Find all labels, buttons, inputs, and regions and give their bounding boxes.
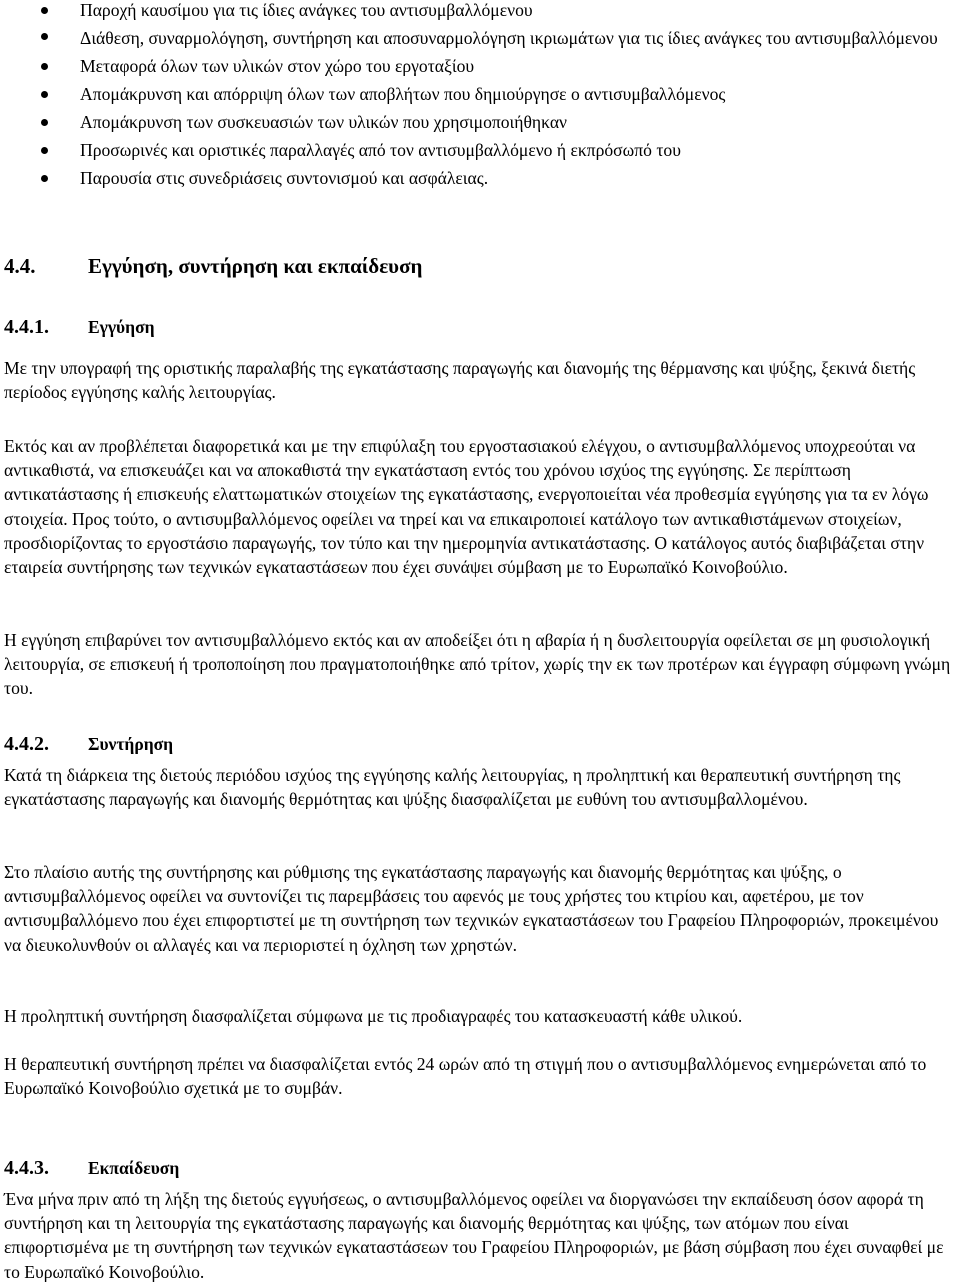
subsection-heading-training: [4, 1156, 179, 1180]
subsection-number: 4.4.1.: [4, 316, 49, 338]
paragraph: Κατά τη διάρκεια της διετούς περιόδου ισχύος της εγγύησης καλής λειτουργίας, η προληπτική και θεραπευτική συντήρηση της εγκατάστασης παραγωγής και διανομής θερμότητας και ψύξης διασφαλίζεται με ευθύνη του αντισυμβαλλομένου.: [4, 765, 901, 810]
bullet-icon: [41, 175, 48, 182]
list-item: Απομάκρυνση και απόρριψη όλων των αποβλήτων που δημιούργησε ο αντισυμβαλλόμενος: [4, 80, 954, 108]
bullet-icon: [41, 147, 48, 154]
bullet-icon: [41, 119, 48, 126]
paragraph: Με την υπογραφή της οριστικής παραλαβής της εγκατάστασης παραγωγής και διανομής της θέρμανσης και ψύξης, ξεκινά διετής περίοδος εγγύησης καλής λειτουργίας.: [4, 358, 916, 403]
paragraph: Στο πλαίσιο αυτής της συντήρησης και ρύθμισης της εγκατάστασης παραγωγής και διανομής θερμότητας και ψύξης, ο αντισυμβαλλόμενος οφείλει να συντονίζει τις παρεμβάσεις του αφενός με τους χρήστες του κτιρίου και, αφετέρου, με τον αντισυμβαλλόμενο που έχει επιφορτιστεί με τη συντήρηση των τεχνικών εγκαταστάσεων του Γραφείου Πληροφοριών, προκειμένου να διευκολυνθούν οι αλλαγές και να περιοριστεί η όχληση των χρηστών.: [4, 862, 939, 955]
subsection-number: 4.4.3.: [4, 1157, 49, 1179]
bullet-list: [4, 0, 954, 192]
paragraph: Η θεραπευτική συντήρηση πρέπει να διασφαλίζεται εντός 24 ωρών από τη στιγμή που ο αντισυμβαλλόμενος ενημερώνεται από το Ευρωπαϊκό Κοινοβούλιο σχετικά με το συμβάν.: [4, 1054, 927, 1099]
bullet-icon: [41, 91, 48, 98]
subsection-title: Συντήρηση: [88, 734, 174, 754]
paragraph: Εκτός και αν προβλέπεται διαφορετικά και με την επιφύλαξη του εργοστασιακού ελέγχου, ο αντισυμβαλλόμενος υποχρεούται να αντικαθιστά, να επισκευάζει και να αποκαθιστά την εγκατάσταση εντός του χρόνου ισχύος της εγγύησης. Σε περίπτωση αντικατάστασης ή επισκευής ελαττωματικών στοιχείων της εγκατάστασης, ενεργοποιείται νέα προθεσμία εγγύησης για τα εν λόγω στοιχεία. Προς τούτο, ο αντισυμβαλλόμενος οφείλει να τηρεί και να επικαιροποιεί κατάλογο των αντικαθιστάμενων στοιχείων, προσδιορίζοντας το εργοστάσιο παραγωγής, τον τύπο και την ημερομηνία αντικατάστασης. Ο κατάλογος αυτός διαβιβάζεται στην εταιρεία συντήρησης των τεχνικών εγκαταστάσεων που έχει συνάψει σύμβαση με το Ευρωπαϊκό Κοινοβούλιο.: [4, 436, 929, 578]
list-item: Παροχή καυσίμου για τις ίδιες ανάγκες του αντισυμβαλλόμενου: [4, 0, 954, 24]
paragraph: Η προληπτική συντήρηση διασφαλίζεται σύμφωνα με τις προδιαγραφές του κατασκευαστή κάθε υλικού.: [4, 1006, 743, 1026]
list-item: Παρουσία στις συνεδριάσεις συντονισμού και ασφάλειας.: [4, 164, 954, 192]
bullet-icon: [41, 7, 48, 14]
paragraph: Η εγγύηση επιβαρύνει τον αντισυμβαλλόμενο εκτός και αν αποδείξει ότι η αβαρία ή η δυσλειτουργία οφείλεται σε μη φυσιολογική λειτουργία, σε επισκευή ή τροποποίηση που πραγματοποιήθηκε από τρίτον, χωρίς την εκ των προτέρων και έγγραφη σύμφωνη γνώμη του.: [4, 630, 951, 699]
subsection-heading-warranty: [4, 315, 155, 339]
section-heading: [4, 253, 422, 279]
bullet-icon: [41, 63, 48, 70]
paragraph: Ένα μήνα πριν από τη λήξη της διετούς εγγυήσεως, ο αντισυμβαλλόμενος οφείλει να διοργανώσει την εκπαίδευση όσον αφορά τη συντήρηση και τη λειτουργία της εγκατάστασης παραγωγής και διανομής θερμότητας και ψύξης, των ατόμων που είναι επιφορτισμένα με τη συντήρηση των τεχνικών εγκαταστάσεων του Γραφείου Πληροφοριών, με βάση σύμβαση που έχει συναφθεί με το Ευρωπαϊκό Κοινοβούλιο.: [4, 1189, 944, 1282]
section-title: Εγγύηση, συντήρηση και εκπαίδευση: [88, 254, 423, 278]
list-item: Μεταφορά όλων των υλικών στον χώρο του εργοταξίου: [4, 52, 954, 80]
list-item: Απομάκρυνση των συσκευασιών των υλικών που χρησιμοποιήθηκαν: [4, 108, 954, 136]
subsection-title: Εκπαίδευση: [88, 1158, 180, 1178]
list-item: Διάθεση, συναρμολόγηση, συντήρηση και αποσυναρμολόγηση ικριωμάτων για τις ίδιες ανάγκες του αντισυμβαλλόμενου: [4, 24, 954, 52]
bullet-icon: [41, 33, 48, 40]
section-number: 4.4.: [4, 254, 36, 278]
subsection-heading-maintenance: [4, 732, 173, 756]
list-item: Προσωρινές και οριστικές παραλλαγές από τον αντισυμβαλλόμενο ή εκπρόσωπό του: [4, 136, 954, 164]
subsection-title: Εγγύηση: [88, 317, 155, 337]
subsection-number: 4.4.2.: [4, 733, 49, 755]
